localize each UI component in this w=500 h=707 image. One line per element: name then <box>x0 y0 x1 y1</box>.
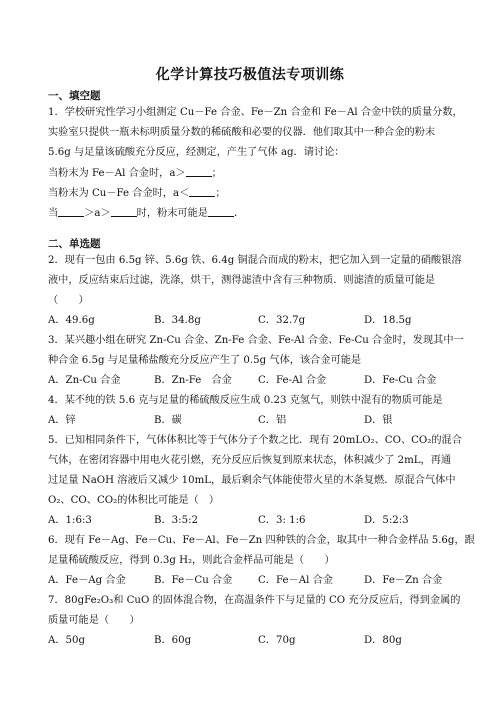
q6-option-a[interactable]: A．Fe－Ag 合金 <box>48 575 126 586</box>
q4-option-a[interactable]: A．锌 <box>48 415 76 426</box>
q5-option-c[interactable]: C．3: 1:6 <box>258 515 306 526</box>
q7-option-c[interactable]: C．70g <box>258 635 296 646</box>
q1-line-5 <box>48 186 468 201</box>
q3-option-a[interactable]: A．Zn-Cu 合金 <box>48 375 121 386</box>
q2-option-a[interactable]: A．49.6g <box>48 315 95 326</box>
q1-line-5-end: ； <box>215 188 226 199</box>
q5-line-1: 5．已知相同条件下，气体体积比等于气体分子个数之比．现有 20mLO₂、CO、CO₂的混合 <box>48 435 462 446</box>
page-title: 化学计算技巧极值法专项训练 <box>155 67 345 83</box>
q1-line-2: 实验室只提供一瓶未标明质量分数的稀硫酸和必要的仪器．他们取其中一种合金的粉末 <box>48 127 436 138</box>
q4-option-b[interactable]: B．碳 <box>154 415 182 426</box>
q2-option-d[interactable]: D．18.5g <box>364 315 412 326</box>
q1-line-5-text: 当粉末为 Cu－Fe 合金时，a＜ <box>48 188 190 199</box>
q1-answer-blank-5[interactable] <box>208 206 234 217</box>
q5-line-2: 气体，在密闭容器中用电火花引燃，充分反应后恢复到原来状态，体积减少了 2mL，再通 <box>48 455 452 466</box>
q7-line-2: 质量可能是（ ） <box>48 615 140 626</box>
q6-line-2: 足量稀硫酸反应，得到 0.3g H₂，则此合金样品可能是（ ） <box>48 555 335 566</box>
q6-option-b[interactable]: B．Fe－Cu 合金 <box>154 575 233 586</box>
q1-line-6-c: 时，粉末可能是 <box>136 208 208 219</box>
q2-line-1: 2．现有一包由 6.5g 锌、5.6g 铁、6.4g 铜混合而成的粉末，把它加入到一定量的硝酸银溶 <box>48 255 462 266</box>
q1-line-1: 1．学校研究性学习小组测定 Cu－Fe 合金、Fe－Zn 合金和 Fe－Al 合金中铁的质量分数， <box>48 107 463 118</box>
q3-option-b[interactable]: B．Zn-Fe 合金 <box>154 375 232 386</box>
q1-line-6-b: ＞a＞ <box>84 208 111 219</box>
q6-option-d[interactable]: D．Fe－Zn 合金 <box>364 575 443 586</box>
q3-option-c[interactable]: C．Fe-Al 合金 <box>258 375 327 386</box>
q1-line-4-end: ； <box>211 168 222 179</box>
section-single-heading: 二、单选题 <box>48 238 101 250</box>
q1-answer-blank-1[interactable] <box>186 166 212 177</box>
q7-option-d[interactable]: D．80g <box>364 635 402 646</box>
q1-line-6-a: 当 <box>48 208 59 219</box>
q5-option-a[interactable]: A．1:6:3 <box>48 515 92 526</box>
q6-line-1: 6．现有 Fe－Ag、Fe－Cu、Fe－Al、Fe－Zn 四种铁的合金，取其中一种合金样品 5.6g，跟 <box>48 535 475 546</box>
q5-line-3: 过足量 NaOH 溶液后又减少 10mL，最后剩余气体能使带火星的木条复燃．原混合气体中 <box>48 475 456 486</box>
q6-option-c[interactable]: C．Fe－Al 合金 <box>258 575 333 586</box>
q3-line-1: 3．某兴趣小组在研究 Zn-Cu 合金、Zn-Fe 合金、Fe-Al 合金、Fe-Cu 合金时，发现其中一 <box>48 335 464 346</box>
q3-option-d[interactable]: D．Fe-Cu 合金 <box>364 375 437 386</box>
q7-line-1: 7．80gFe₂O₃和 CuO 的固体混合物，在高温条件下与足量的 CO 充分反应后，得到金属的 <box>48 595 461 606</box>
q5-option-b[interactable]: B．3:5:2 <box>154 515 198 526</box>
q2-line-2: 液中，反应结束后过滤，洗涤，烘干，测得滤渣中含有三种物质．则滤渣的质量可能是 <box>48 275 436 286</box>
q1-answer-blank-3[interactable] <box>58 206 84 217</box>
q1-answer-blank-4[interactable] <box>111 206 137 217</box>
q1-line-3: 5.6g 与足量该硫酸充分反应，经测定，产生了气体 ag．请讨论： <box>48 147 345 158</box>
q5-option-d[interactable]: D．5:2:3 <box>364 515 409 526</box>
q1-line-4 <box>48 166 468 181</box>
q7-option-a[interactable]: A．50g <box>48 635 86 646</box>
q5-line-4: O₂、CO、CO₂的体积比可能是（ ） <box>48 495 220 506</box>
q4-line-1: 4．某不纯的铁 5.6 克与足量的稀硫酸反应生成 0.23 克氢气，则铁中混有的物质可能是 <box>48 395 443 406</box>
section-fill-heading: 一、填空题 <box>48 90 101 102</box>
q1-line-6 <box>48 206 468 221</box>
q2-option-c[interactable]: C．32.7g <box>258 315 306 326</box>
q1-line-6-d: ． <box>233 208 245 219</box>
q4-option-d[interactable]: D．银 <box>364 415 393 426</box>
q1-answer-blank-2[interactable] <box>189 186 215 197</box>
q2-option-b[interactable]: B．34.8g <box>154 315 201 326</box>
q2-line-3: （ ） <box>48 295 89 306</box>
q7-option-b[interactable]: B．60g <box>154 635 192 646</box>
q4-option-c[interactable]: C．铝 <box>258 415 287 426</box>
q1-line-4-text: 当粉末为 Fe－Al 合金时，a＞ <box>48 168 186 179</box>
q3-line-2: 种合金 6.5g 与足量稀盐酸充分反应产生了 0.5g 气体，该合金可能是 <box>48 355 362 366</box>
